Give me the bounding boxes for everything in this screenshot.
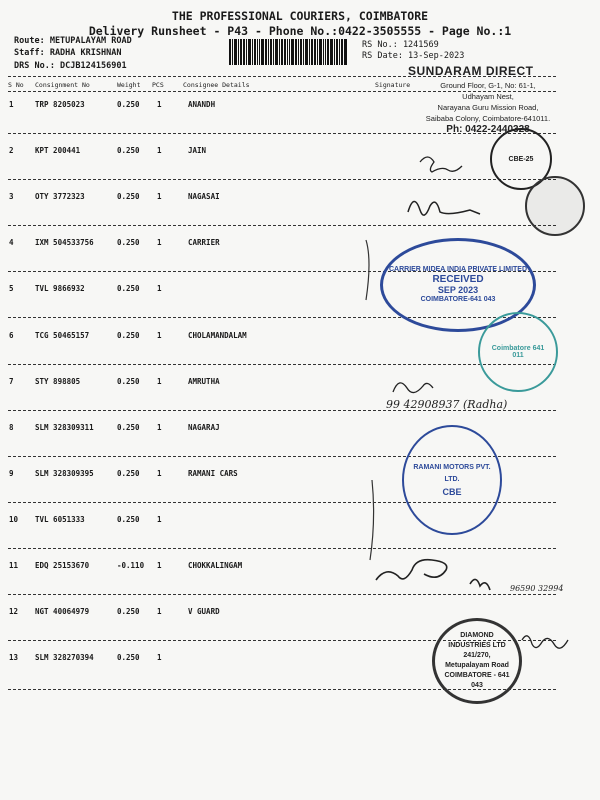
company-title: THE PROFESSIONAL COURIERS, COIMBATORE — [171, 9, 429, 23]
table-row: 5 TVL 9866932 0.250 1 — [9, 284, 162, 293]
handwritten-phone: 99 42908937 (Radha) — [386, 398, 508, 411]
ramani-stamp: RAMANI MOTORS PVT. LTD. CBE — [402, 425, 502, 535]
branch-address: Ground Floor, G-1, No: 61-1, Udhayam Nest, Narayana Guru Mission Road, Saibaba Colony, Coimbatore-641011. Ph: 0422-2440328 — [425, 81, 551, 135]
table-row: 4 IXM 504533756 0.250 1 CARRIER — [9, 238, 220, 247]
rs-date: RS Date: 13-Sep-2023 — [362, 51, 465, 61]
drs-number: DRS No.: DCJB124156901 — [14, 61, 127, 71]
vguard-stamp: DIAMOND INDUSTRIES LTD 241/270, Metupalayam Road COIMBATORE - 641 043 — [432, 618, 522, 704]
col-sno: S No — [8, 81, 24, 89]
handwritten-number: 96590 32994 — [510, 584, 564, 593]
cholamandalam-stamp: Coimbatore 641 011 — [478, 312, 558, 392]
nagasai-stamp-icon — [525, 176, 585, 236]
table-row: 12 NGT 40064979 0.250 1 V GUARD — [9, 607, 220, 616]
col-signature: Signature — [375, 81, 411, 89]
table-row: 7 STY 898805 0.250 1 AMRUTHA — [9, 377, 220, 386]
col-consignment: Consignment No — [35, 81, 90, 89]
table-row: 8 SLM 328309311 0.250 1 NAGARAJ — [9, 423, 220, 432]
col-pcs: PCS — [152, 81, 164, 89]
route: Route: METUPALAYAM ROAD — [14, 36, 132, 46]
rs-number: RS No.: 1241569 — [362, 40, 439, 50]
branch-name: SUNDARAM DIRECT — [408, 64, 534, 78]
table-row: 9 SLM 328309395 0.250 1 RAMANI CARS — [9, 469, 238, 478]
col-weight: Weight — [117, 81, 141, 89]
table-row: 13 SLM 328270394 0.250 1 — [9, 653, 162, 662]
table-row: 2 KPT 200441 0.250 1 JAIN — [9, 146, 207, 155]
table-row: 3 OTY 3772323 0.250 1 NAGASAI — [9, 192, 220, 201]
carrier-stamp: CARRIER MIDEA INDIA PRIVATE LIMITED RECEIVED SEP 2023 COIMBATORE-641 043 — [380, 238, 536, 332]
table-row: 1 TRP 8205023 0.250 1 ANANDH — [9, 100, 216, 109]
table-row: 10 TVL 6051333 0.250 1 — [9, 515, 162, 524]
table-row: 11 EDQ 25153670 -0.110 1 CHOKKALINGAM — [9, 561, 243, 570]
col-consignee: Consignee Details — [183, 81, 250, 89]
jain-stamp: CBE-25 — [490, 128, 552, 190]
runsheet-title: Delivery Runsheet - P43 - Phone No.:0422-3505555 - Page No.:1 — [88, 24, 512, 38]
table-row: 6 TCG 50465157 0.250 1 CHOLAMANDALAM — [9, 331, 247, 340]
staff: Staff: RADHA KRISHNAN — [14, 48, 122, 58]
